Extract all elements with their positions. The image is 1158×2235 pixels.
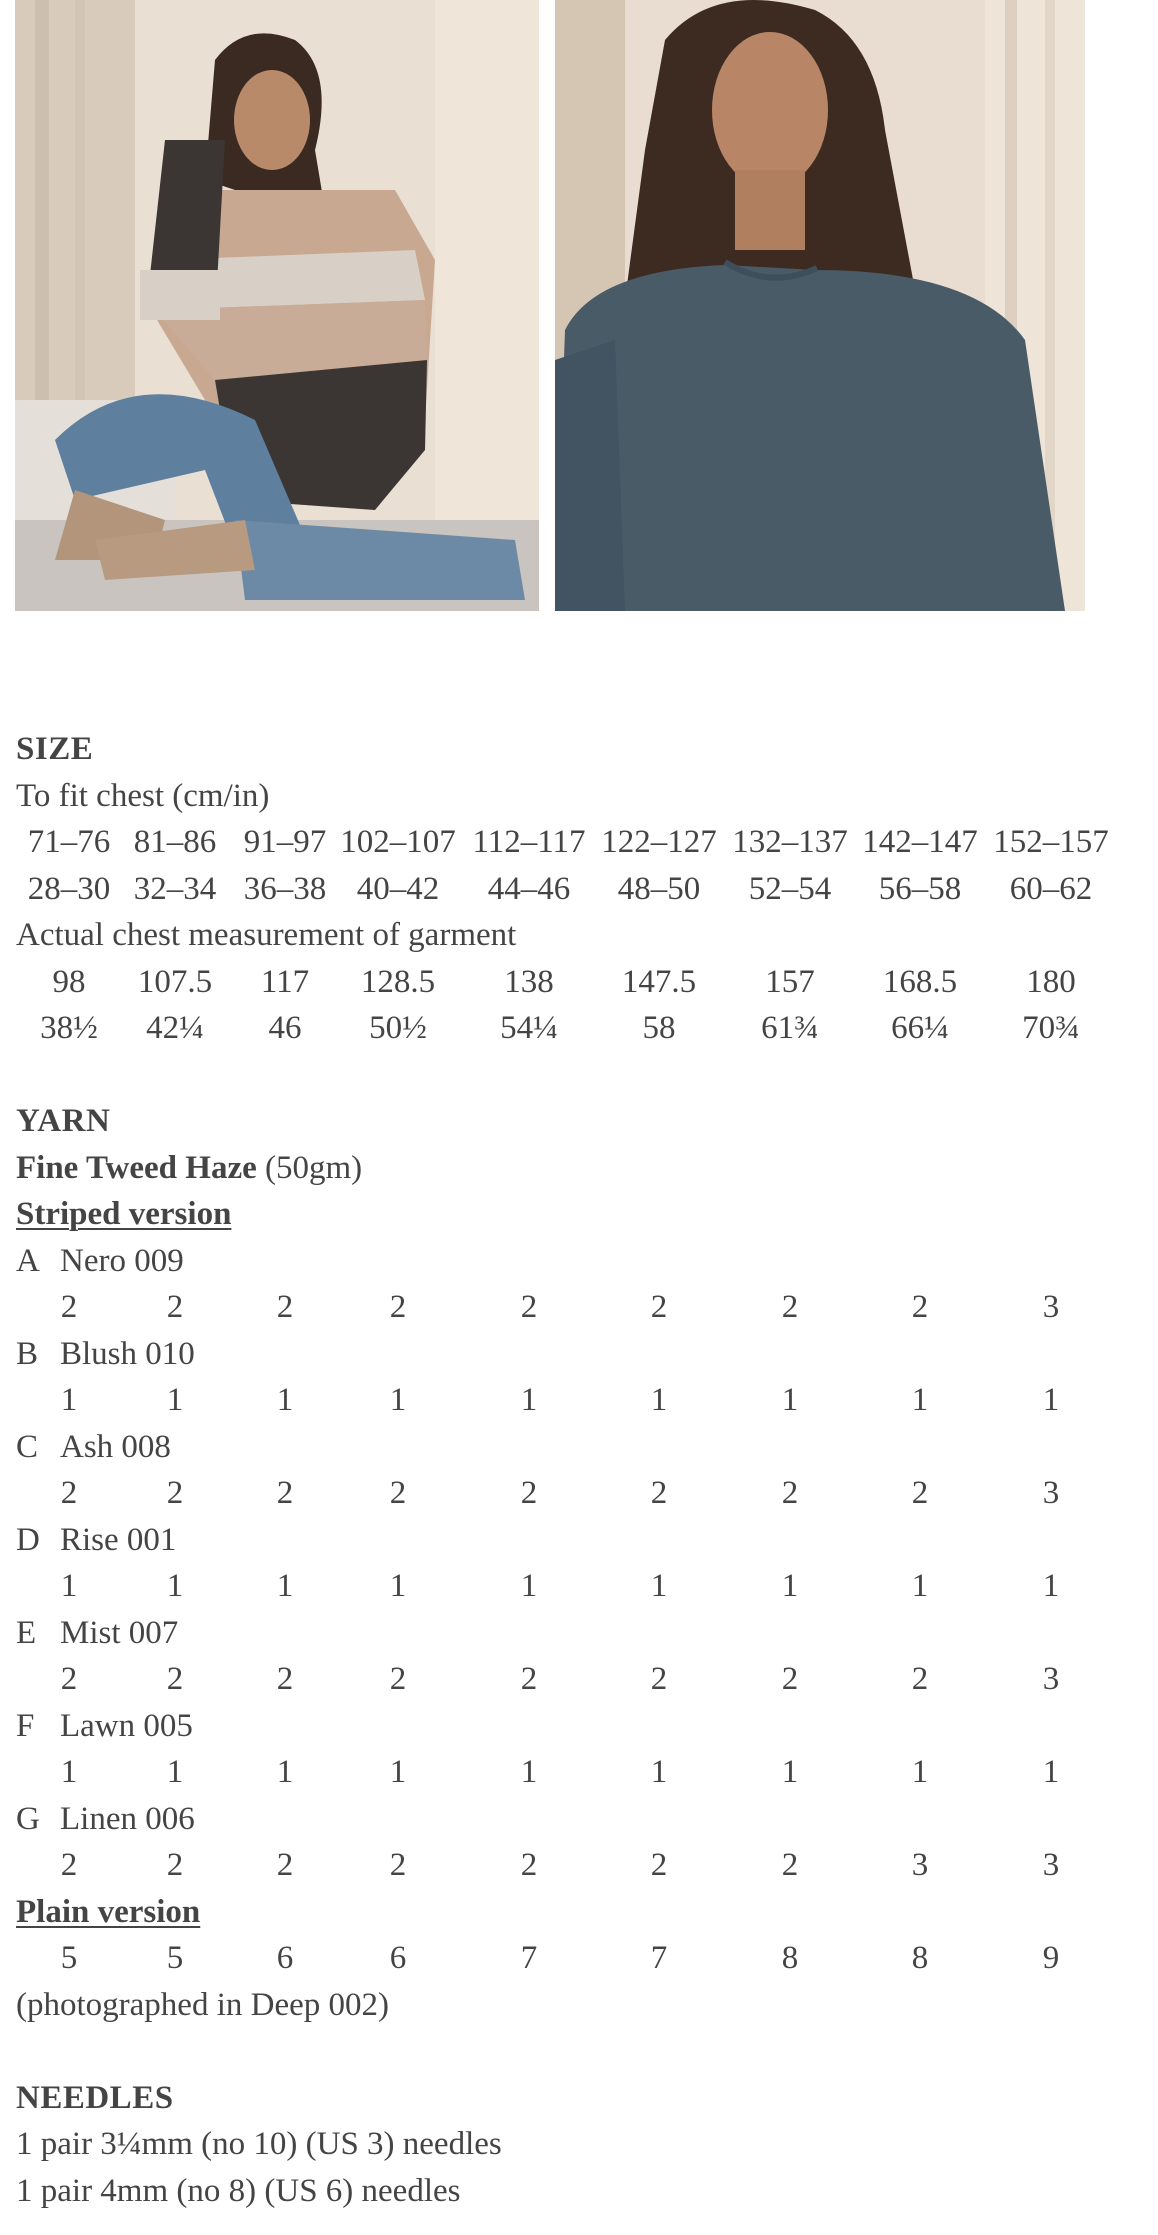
actual-chest-label: Actual chest measurement of garment bbox=[16, 917, 517, 953]
needle-item-2: 1 pair 4mm (no 8) (US 6) needles bbox=[16, 2172, 461, 2209]
size-column-value: 8 bbox=[781, 1940, 799, 1976]
size-column-value: 3 bbox=[1042, 1475, 1060, 1511]
yarn-heading: YARN bbox=[16, 1103, 111, 1139]
color-letter: G bbox=[16, 1800, 40, 1837]
color-letter: A bbox=[16, 1242, 40, 1279]
size-column-value: 40–42 bbox=[356, 870, 440, 907]
color-name: Lawn 005 bbox=[60, 1707, 193, 1744]
color-name: Linen 006 bbox=[60, 1800, 195, 1837]
color-name: Ash 008 bbox=[60, 1428, 171, 1465]
size-column-value: 1 bbox=[650, 1382, 668, 1418]
size-column-value: 1 bbox=[166, 1382, 184, 1418]
size-column-value: 6 bbox=[389, 1940, 407, 1976]
size-column-value: 2 bbox=[389, 1847, 407, 1883]
size-column-value: 58 bbox=[642, 1010, 676, 1046]
actual-chest-in-row bbox=[16, 1005, 1136, 1052]
size-column-value: 2 bbox=[166, 1475, 184, 1511]
size-column-value: 81–86 bbox=[133, 824, 217, 860]
photo-strip bbox=[15, 0, 1085, 611]
color-label-d bbox=[16, 1517, 1136, 1564]
size-column-value: 2 bbox=[650, 1847, 668, 1883]
to-fit-label: To fit chest (cm/in) bbox=[16, 777, 270, 814]
color-letter: D bbox=[16, 1521, 40, 1558]
size-column-value: 1 bbox=[781, 1568, 799, 1604]
yarn-weight: (50gm) bbox=[264, 1149, 363, 1186]
size-column-value: 36–38 bbox=[243, 870, 327, 907]
size-column-value: 102–107 bbox=[340, 824, 456, 860]
color-letter: C bbox=[16, 1428, 39, 1465]
size-column-value: 1 bbox=[166, 1568, 184, 1604]
size-column-value: 42¼ bbox=[146, 1010, 204, 1046]
size-column-value: 1 bbox=[60, 1568, 78, 1604]
size-column-value: 2 bbox=[911, 1661, 929, 1697]
color-amounts-row-d bbox=[16, 1563, 1136, 1610]
to-fit-cm-row bbox=[16, 819, 1136, 866]
size-column-value: 1 bbox=[1042, 1568, 1060, 1604]
size-column-value: 107.5 bbox=[137, 963, 213, 1000]
size-column-value: 2 bbox=[520, 1847, 538, 1883]
size-column-value: 1 bbox=[911, 1382, 929, 1418]
size-column-value: 1 bbox=[781, 1382, 799, 1418]
color-amounts-row-a bbox=[16, 1284, 1136, 1331]
color-amounts-row-e bbox=[16, 1656, 1136, 1703]
size-column-value: 5 bbox=[60, 1940, 78, 1976]
color-label-f bbox=[16, 1703, 1136, 1750]
size-column-value: 2 bbox=[276, 1661, 294, 1697]
size-column-value: 180 bbox=[1026, 963, 1076, 1000]
size-column-value: 2 bbox=[781, 1289, 799, 1325]
color-amounts-row-c bbox=[16, 1470, 1136, 1517]
size-column-value: 54¼ bbox=[500, 1010, 558, 1046]
size-column-value: 50½ bbox=[369, 1010, 427, 1046]
size-column-value: 61¾ bbox=[761, 1010, 819, 1046]
size-column-value: 6 bbox=[276, 1940, 294, 1976]
size-column-value: 157 bbox=[765, 963, 815, 1000]
size-column-value: 2 bbox=[650, 1661, 668, 1697]
size-column-value: 3 bbox=[1042, 1661, 1060, 1697]
striped-version-label bbox=[16, 1191, 1136, 1238]
color-label-a bbox=[16, 1238, 1136, 1285]
size-column-value: 2 bbox=[60, 1661, 78, 1697]
size-column-value: 1 bbox=[781, 1754, 799, 1790]
color-amounts-row-f bbox=[16, 1749, 1136, 1796]
plain-sweater-photo bbox=[555, 0, 1085, 611]
size-column-value: 1 bbox=[1042, 1382, 1060, 1418]
size-column-value: 7 bbox=[520, 1940, 538, 1976]
size-column-value: 8 bbox=[911, 1940, 929, 1976]
plain-note: (photographed in Deep 002) bbox=[16, 1986, 389, 2023]
size-column-value: 91–97 bbox=[243, 824, 327, 860]
size-column-value: 2 bbox=[60, 1289, 78, 1325]
size-column-value: 2 bbox=[520, 1475, 538, 1511]
striped-sweater-photo bbox=[15, 0, 539, 611]
size-column-value: 1 bbox=[276, 1754, 294, 1790]
size-column-value: 60–62 bbox=[1009, 870, 1093, 907]
size-column-value: 2 bbox=[781, 1475, 799, 1511]
size-column-value: 168.5 bbox=[882, 963, 958, 1000]
color-label-b bbox=[16, 1331, 1136, 1378]
size-column-value: 66¼ bbox=[891, 1010, 949, 1046]
size-column-value: 2 bbox=[276, 1475, 294, 1511]
size-column-value: 1 bbox=[520, 1754, 538, 1790]
color-name: Rise 001 bbox=[60, 1521, 177, 1558]
size-column-value: 38½ bbox=[40, 1010, 98, 1046]
size-column-value: 46 bbox=[268, 1010, 302, 1046]
size-column-value: 1 bbox=[911, 1568, 929, 1604]
size-column-value: 3 bbox=[1042, 1847, 1060, 1883]
size-column-value: 122–127 bbox=[601, 824, 717, 860]
pattern-info bbox=[16, 726, 1136, 2214]
size-column-value: 70¾ bbox=[1022, 1010, 1080, 1046]
size-column-value: 1 bbox=[911, 1754, 929, 1790]
size-column-value: 2 bbox=[276, 1847, 294, 1883]
size-column-value: 3 bbox=[1042, 1289, 1060, 1325]
to-fit-in-row bbox=[16, 866, 1136, 913]
size-column-value: 2 bbox=[389, 1289, 407, 1325]
size-column-value: 2 bbox=[166, 1661, 184, 1697]
actual-chest-cm-row bbox=[16, 959, 1136, 1006]
color-letter: F bbox=[16, 1707, 35, 1744]
size-column-value: 2 bbox=[276, 1289, 294, 1325]
size-column-value: 1 bbox=[276, 1568, 294, 1604]
size-column-value: 2 bbox=[520, 1289, 538, 1325]
striped-version-text: Striped version bbox=[16, 1196, 232, 1232]
size-column-value: 2 bbox=[166, 1847, 184, 1883]
size-column-value: 1 bbox=[1042, 1754, 1060, 1790]
size-column-value: 28–30 bbox=[27, 870, 111, 907]
size-column-value: 2 bbox=[520, 1661, 538, 1697]
color-letter: E bbox=[16, 1614, 37, 1651]
size-column-value: 2 bbox=[911, 1475, 929, 1511]
size-column-value: 142–147 bbox=[862, 824, 978, 860]
size-column-value: 56–58 bbox=[878, 870, 962, 907]
size-column-value: 7 bbox=[650, 1940, 668, 1976]
size-column-value: 1 bbox=[520, 1568, 538, 1604]
size-column-value: 147.5 bbox=[621, 963, 697, 1000]
size-column-value: 9 bbox=[1042, 1940, 1060, 1976]
size-column-value: 1 bbox=[389, 1568, 407, 1604]
color-name: Mist 007 bbox=[60, 1614, 179, 1651]
yarn-name: Fine Tweed Haze bbox=[16, 1149, 257, 1186]
plain-version-label bbox=[16, 1889, 1136, 1936]
size-column-value: 2 bbox=[650, 1289, 668, 1325]
size-column-value: 1 bbox=[276, 1382, 294, 1418]
size-column-value: 2 bbox=[166, 1289, 184, 1325]
size-column-value: 1 bbox=[60, 1382, 78, 1418]
color-amounts-row-g bbox=[16, 1842, 1136, 1889]
size-column-value: 132–137 bbox=[732, 824, 848, 860]
yarn-name-line bbox=[16, 1145, 1136, 1192]
size-column-value: 44–46 bbox=[487, 870, 571, 907]
size-column-value: 1 bbox=[520, 1382, 538, 1418]
size-column-value: 128.5 bbox=[360, 963, 436, 1000]
size-column-value: 2 bbox=[60, 1475, 78, 1511]
color-amounts-row-b bbox=[16, 1377, 1136, 1424]
size-column-value: 48–50 bbox=[617, 870, 701, 907]
color-name: Blush 010 bbox=[60, 1335, 195, 1372]
color-label-g bbox=[16, 1796, 1136, 1843]
size-column-value: 117 bbox=[260, 963, 310, 1000]
size-column-value: 1 bbox=[389, 1754, 407, 1790]
color-label-e bbox=[16, 1610, 1136, 1657]
size-column-value: 138 bbox=[504, 963, 554, 1000]
needles-heading: NEEDLES bbox=[16, 2079, 174, 2116]
size-column-value: 98 bbox=[52, 963, 86, 1000]
color-label-c bbox=[16, 1424, 1136, 1471]
color-letter: B bbox=[16, 1335, 39, 1372]
size-column-value: 3 bbox=[911, 1847, 929, 1883]
size-column-value: 1 bbox=[389, 1382, 407, 1418]
size-heading: SIZE bbox=[16, 731, 94, 767]
needle-item-1: 1 pair 3¼mm (no 10) (US 3) needles bbox=[16, 2126, 502, 2162]
size-column-value: 2 bbox=[389, 1475, 407, 1511]
size-column-value: 1 bbox=[650, 1754, 668, 1790]
size-column-value: 2 bbox=[60, 1847, 78, 1883]
color-name: Nero 009 bbox=[60, 1242, 184, 1279]
size-column-value: 52–54 bbox=[748, 870, 832, 907]
size-column-value: 1 bbox=[60, 1754, 78, 1790]
size-column-value: 32–34 bbox=[133, 870, 217, 907]
size-column-value: 2 bbox=[781, 1661, 799, 1697]
size-column-value: 71–76 bbox=[27, 824, 111, 860]
size-column-value: 2 bbox=[650, 1475, 668, 1511]
size-column-value: 2 bbox=[781, 1847, 799, 1883]
size-column-value: 5 bbox=[166, 1940, 184, 1976]
plain-version-text: Plain version bbox=[16, 1893, 201, 1930]
size-column-value: 1 bbox=[650, 1568, 668, 1604]
size-column-value: 2 bbox=[911, 1289, 929, 1325]
striped-color-list bbox=[16, 1238, 1136, 1889]
size-column-value: 2 bbox=[389, 1661, 407, 1697]
size-column-value: 1 bbox=[166, 1754, 184, 1790]
size-column-value: 112–117 bbox=[472, 824, 586, 860]
plain-amounts-row bbox=[16, 1935, 1136, 1982]
size-column-value: 152–157 bbox=[993, 824, 1109, 860]
